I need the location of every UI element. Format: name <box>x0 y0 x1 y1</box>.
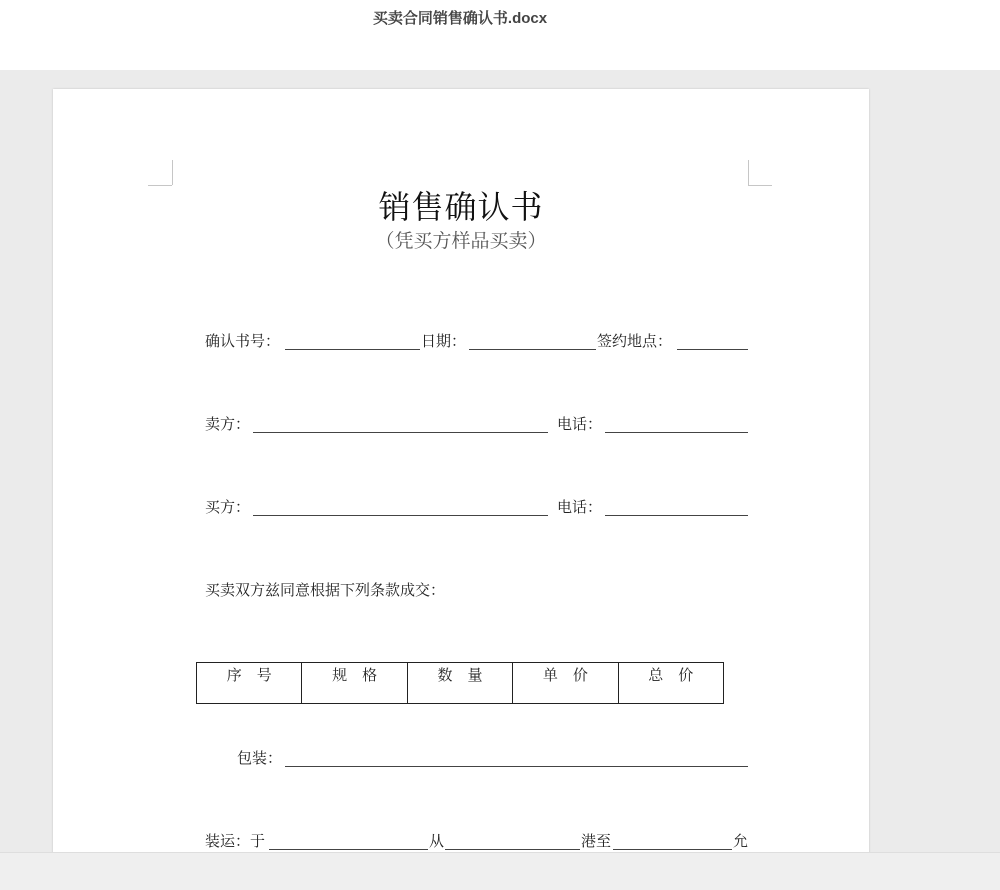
table-header-total-price: 总 价 <box>618 663 723 704</box>
document-subtitle: （凭买方样品买卖） <box>375 230 547 252</box>
shipping-date-blank <box>269 831 428 850</box>
date-label: 日期： <box>421 332 467 350</box>
signing-place-blank <box>677 331 748 350</box>
margin-corner-top-left <box>172 160 173 185</box>
document-viewport[interactable] <box>0 70 1000 852</box>
seller-row <box>53 414 869 434</box>
confirm-no-blank <box>285 331 420 350</box>
viewer-header <box>0 0 1000 70</box>
margin-corner-top-left-h <box>148 185 172 186</box>
seller-blank <box>253 414 548 433</box>
document-page <box>53 89 869 852</box>
buyer-phone-blank <box>605 497 748 516</box>
file-title: 买卖合同销售确认书.docx <box>372 10 548 27</box>
table-header-unit-price: 单 价 <box>513 663 618 704</box>
table-header-quantity: 数 量 <box>407 663 512 704</box>
agreement-text: 买卖双方兹同意根据下列条款成交： <box>205 581 446 599</box>
shipping-destination-blank <box>613 831 732 850</box>
buyer-blank <box>253 497 548 516</box>
document-title: 销售确认书 <box>378 188 544 226</box>
table-header-serial: 序 号 <box>197 663 302 704</box>
packing-row <box>53 748 869 768</box>
shipping-allow-label: 允 <box>733 832 749 850</box>
shipping-row <box>53 831 869 851</box>
viewer-bottom-bar <box>0 852 1000 890</box>
confirmation-info-row <box>53 331 869 351</box>
seller-label: 卖方： <box>205 415 251 433</box>
margin-corner-top-right-h <box>748 185 772 186</box>
date-blank <box>469 331 596 350</box>
buyer-label: 买方： <box>205 498 251 516</box>
seller-phone-label: 电话： <box>557 415 603 433</box>
shipping-origin-blank <box>445 831 580 850</box>
shipping-from-label: 从 <box>429 832 445 850</box>
signing-place-label: 签约地点： <box>597 332 673 350</box>
confirm-no-label: 确认书号： <box>205 332 281 350</box>
seller-phone-blank <box>605 414 748 433</box>
buyer-phone-label: 电话： <box>557 498 603 516</box>
margin-corner-top-right <box>748 160 749 185</box>
agreement-row <box>53 580 869 600</box>
table-header-spec: 规 格 <box>302 663 407 704</box>
table-header-row <box>197 663 724 704</box>
packing-blank <box>285 748 748 767</box>
packing-label: 包装： <box>237 749 283 767</box>
buyer-row <box>53 497 869 517</box>
goods-table <box>196 662 724 704</box>
shipping-label: 装运：于 <box>205 832 266 850</box>
shipping-port-to-label: 港至 <box>581 832 612 850</box>
